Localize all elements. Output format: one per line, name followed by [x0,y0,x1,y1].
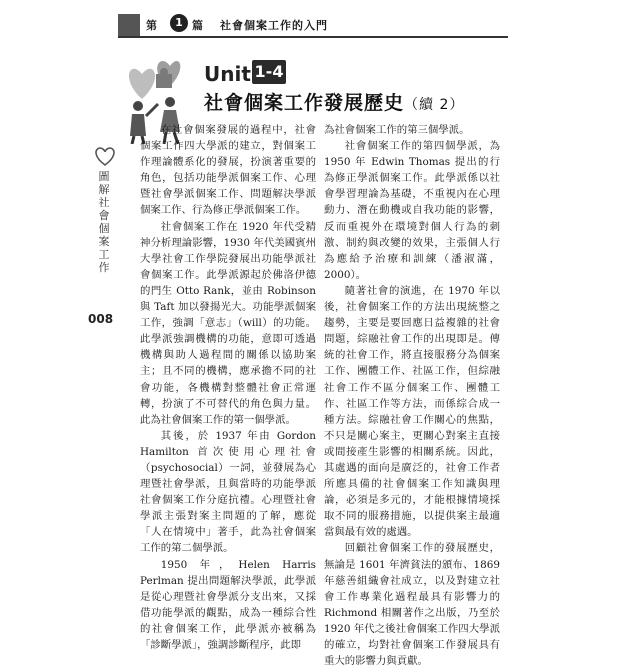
paragraph: 1950 年，Helen Harris Perlman 提出問題解決學派，此學派是從心理暨社會學派分支出來，又採借功能學派的觀點，成為一種綜合性的社會個案工作，此學派亦被稱為「診斷學派」，強調診斷程序，此即 [140,558,316,651]
book-side-label: 圖解社會個案工作 [98,170,110,274]
page-title [204,88,464,115]
header-tab-decoration [118,14,140,36]
page-number: 008 [88,312,114,326]
page-title-text: 社會個案工作發展歷史 [204,92,405,114]
paragraph: 在社會個案發展的過程中，社會個案工作四大學派的建立，對個案工作理論體系化的發展，扮演著重要的角色，包括功能學派個案工作、心理暨社會學派個案工作、問題解決學派個案工作、行為修正學派個案工作。 [140,124,316,217]
unit-label: Unit [204,62,251,86]
paragraph: 隨著社會的演進，在 1970 年以後，社會個案工作的方法出現統整之趨勢，主要是要回應日益複雜的社會問題，綜融社會工作的出現即是。傳統的社會工作，將直接服務分為個案工作、團體工作、社區工作，但綜融社會工作不區分個案工作、團體工作、社區工作等方法，而係綜合成一種方法。綜融社會工作關心的焦點，不只是關心案主，更關心對案主直接或間接產生影響的相關系統。因此，其處遇的面向是廣泛的，社會工作者所應具備的社會個案工作知識與理論，必須是多元的，才能根據情境採取不同的服務措施，以提供案主最適當與最有效的處遇。 [324,284,500,539]
paragraph: 其後，於 1937 年由 Gordon Hamilton 首次使用心理社會（psychosocial）一詞，並發展為心理暨社會學派，且與當時的功能學派社會個案工作分庭抗禮。心理暨社會學派主張對案主問題的了解，應從「人在情境中」著手，此為社會個案工作的第二個學派。 [140,429,316,555]
chapter-prefix: 第 [146,19,158,32]
chapter-title: 社會個案工作的入門 [220,19,328,32]
chapter-suffix: 篇 [192,19,203,32]
unit-number-badge: 1-4 [252,60,286,84]
right-column [324,122,500,669]
header-rule [118,36,508,38]
left-column [140,122,316,653]
heart-hands-icon [92,145,118,167]
paragraph: 社會個案工作的第四個學派，為 1950 年 Edwin Thomas 提出的行為修正學派個案工作。此學派係以社會學習理論為基礎，不重視內在心理動力、潛在動機或自我功能的影響，反而重視外在環境對個人行為的刺激、制約與改變的效果，主張個人行為應給予治療和訓練（潘淑滿，2000）。 [324,140,500,281]
page-title-continued: （續 2） [404,97,465,113]
chapter-number-badge: 1 [170,14,188,32]
chapter-header [118,14,508,36]
paragraph: 為社會個案工作的第三個學派。 [324,124,470,136]
paragraph: 社會個案工作在 1920 年代受精神分析理論影響，1930 年代美國賓州大學社會工作學院發展出功能學派社會個案工作。此學派源起於佛洛伊德的門生 Otto Rank，並由 Robinson 與 Taft 加以發揚光大。功能學派個案工作，強調「意志」（will）的功能。此學派強調機構的功能，意即可透過機構與助人過程間的關係以協助案主；且不同的機構，應承擔不同的社會功能，各機構對整體社會正常運轉，扮演了不可替代的角色與力量。此為社會個案工作的第一個學派。 [140,220,316,426]
paragraph: 回顧社會個案工作的發展歷史，無論是 1601 年濟貧法的頒布、1869 年慈善組織會社成立，以及對建立社會工作專業化過程最具有影響力的 Richmond 相關著作之出版，乃至於 1920 年代之後社會個案工作四大學派的確立，均對社會個案工作發展具有重大的影響力與貢獻。 [324,542,500,668]
